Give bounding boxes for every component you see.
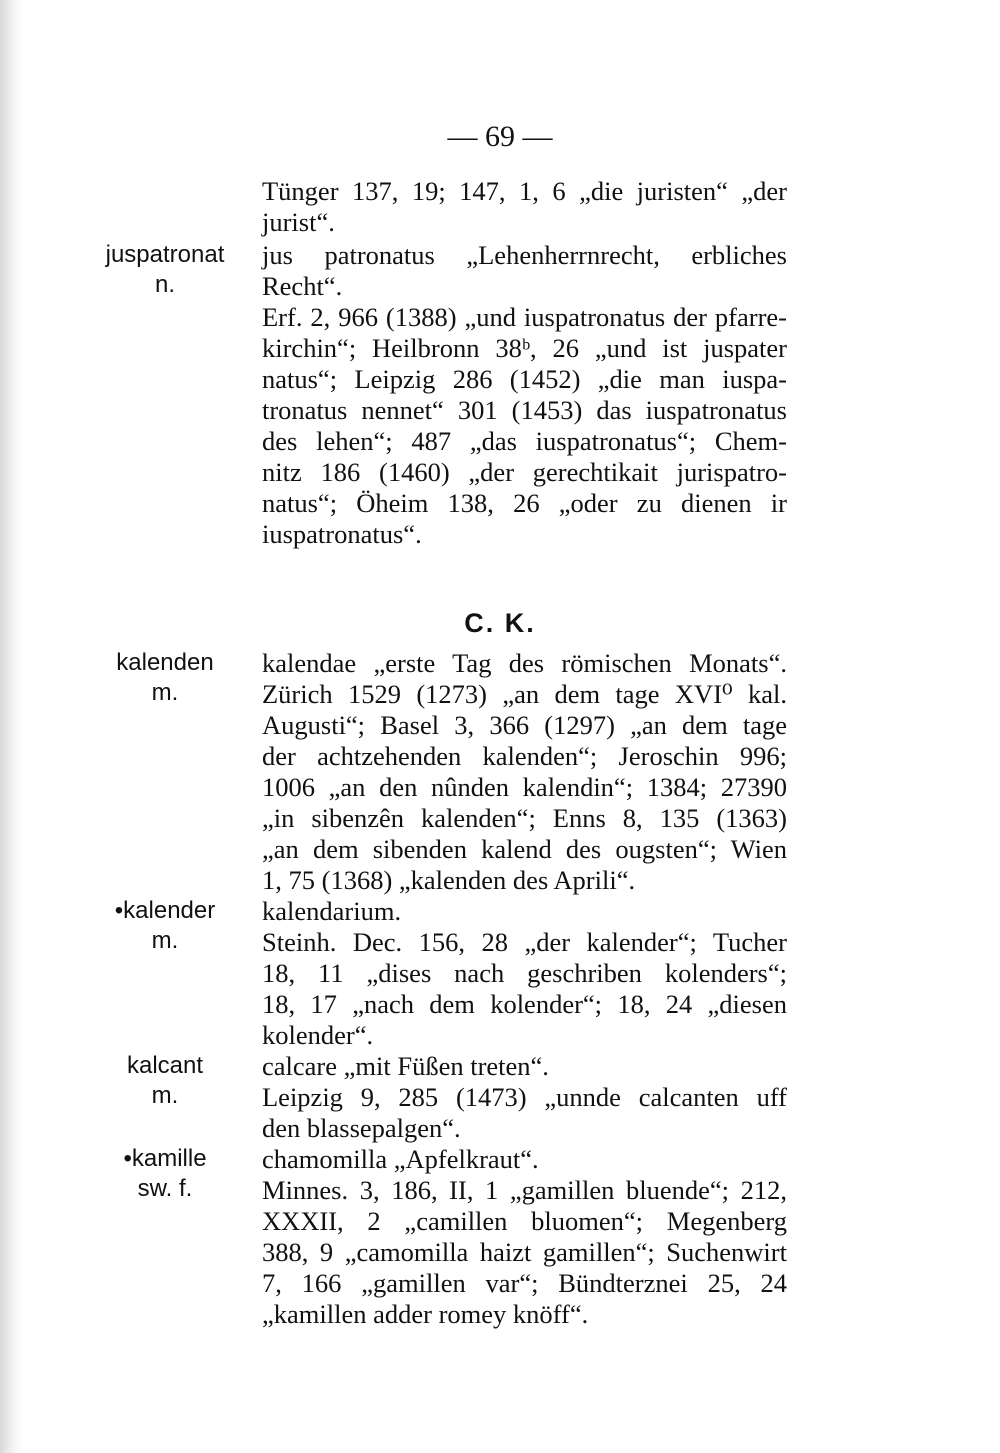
entry-line: Erf. 2, 966 (1388) „und iuspatronatus der pfarre-	[262, 302, 787, 332]
entry-line: kalendarium.	[262, 896, 402, 926]
entry-line: Tünger 137, 19; 147, 1, 6 „die juristen“ „der	[262, 176, 787, 206]
entry-line: Minnes. 3, 186, II, 1 „gamillen bluende“; 212,	[262, 1175, 787, 1205]
lemma-headword: •kalender	[114, 897, 216, 924]
entry-line: kirchin“; Heilbronn 38ᵇ, 26 „und ist juspater	[262, 333, 787, 363]
lemma-grammar: m.	[151, 927, 179, 954]
entry-line: iuspatronatus“.	[262, 519, 422, 549]
entry-line: tronatus nennet“ 301 (1453) das iuspatronatus	[262, 395, 787, 425]
entry-line: 1, 75 (1368) „kalenden des Aprili“.	[262, 865, 636, 895]
entry-line: jus patronatus „Lehenherrnrecht, erbliches	[262, 240, 787, 270]
entry-line: 1006 „an den nûnden kalendin“; 1384; 27390	[262, 772, 787, 802]
lemma-headword: juspatronat	[105, 241, 225, 268]
entry-line: den blassepalgen“.	[262, 1113, 461, 1143]
lemma-headword: kalcant	[126, 1052, 204, 1079]
entry-line: kalendae „erste Tag des römischen Monats“.	[262, 648, 787, 678]
entry-line: chamomilla „Apfelkraut“.	[262, 1144, 539, 1174]
lemma-grammar: m.	[151, 679, 179, 706]
entry-line: kolender“.	[262, 1020, 374, 1050]
lemma-grammar: n.	[154, 271, 175, 298]
entry-line: des lehen“; 487 „das iuspatronatus“; Chem-	[262, 426, 787, 456]
entry-line: natus“; Öheim 138, 26 „oder zu dienen ir	[262, 488, 787, 518]
entry-line: jurist“.	[262, 207, 335, 237]
entry-line: XXXII, 2 „camillen bluomen“; Megenberg	[262, 1206, 787, 1236]
entry-line: 18, 17 „nach dem kolender“; 18, 24 „diesen	[262, 989, 787, 1019]
entry-line: Zürich 1529 (1273) „an dem tage XVI⁰ kal.	[262, 679, 787, 709]
entry-line: calcare „mit Füßen treten“.	[262, 1051, 549, 1081]
section-heading: C. K.	[464, 608, 536, 638]
lemma-headword: •kamille	[123, 1145, 207, 1172]
entry-line: 388, 9 „camomilla haizt gamillen“; Suchenwirt	[262, 1237, 787, 1267]
entry-line: „kamillen adder romey knöff“.	[262, 1299, 589, 1329]
entry-line: nitz 186 (1460) „der gerechtikait jurispatro-	[262, 457, 787, 487]
entry-line: 7, 166 „gamillen var“; Bündterznei 25, 24	[262, 1268, 787, 1298]
lemma-grammar: m.	[151, 1082, 179, 1109]
entry-line: Augusti“; Basel 3, 366 (1297) „an dem tage	[262, 710, 787, 740]
lemma-headword: kalenden	[116, 649, 214, 676]
entry-line: Recht“.	[262, 271, 343, 301]
entry-line: der achtzehenden kalenden“; Jeroschin 996;	[262, 741, 787, 771]
entry-line: Steinh. Dec. 156, 28 „der kalender“; Tucher	[262, 927, 787, 957]
entry-line: 18, 11 „dises nach geschriben kolenders“;	[262, 958, 787, 988]
scan-edge-shadow	[0, 0, 22, 1453]
entry-line: natus“; Leipzig 286 (1452) „die man iuspa-	[262, 364, 787, 394]
entry-line: Leipzig 9, 285 (1473) „unnde calcanten uff	[262, 1082, 787, 1112]
entry-line: „an dem sibenden kalend des ougsten“; Wien	[262, 834, 787, 864]
entry-line: „in sibenzên kalenden“; Enns 8, 135 (1363)	[262, 803, 787, 833]
page-number: — 69 —	[447, 120, 553, 153]
lemma-grammar: sw. f.	[137, 1175, 193, 1202]
